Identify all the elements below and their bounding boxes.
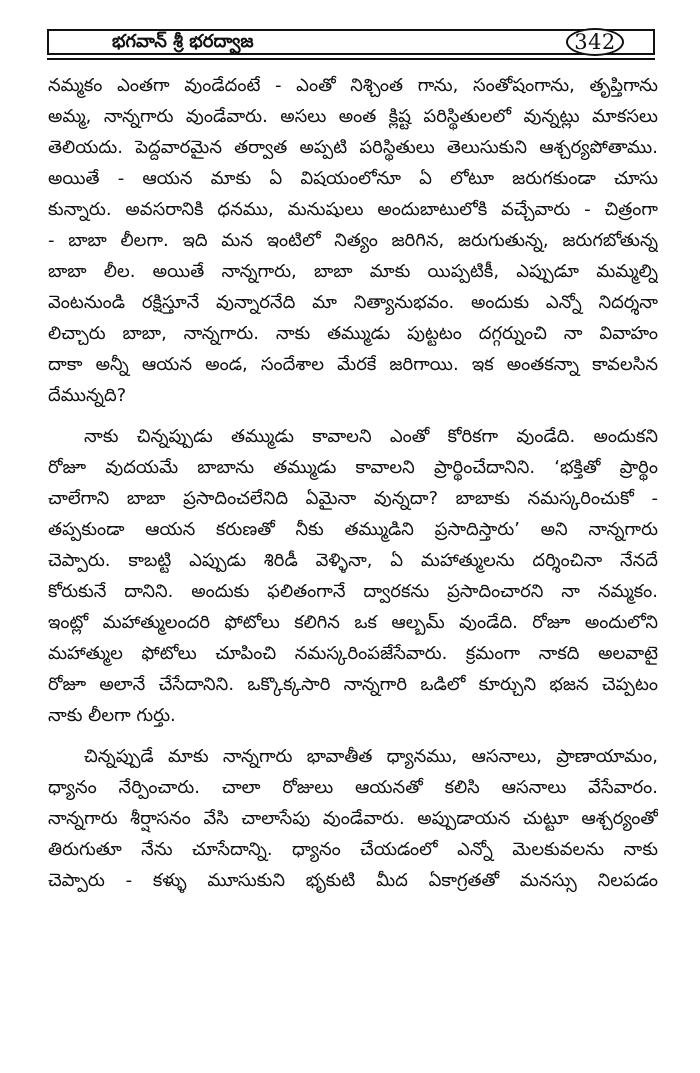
text-line: దేమున్నది? (48, 385, 127, 406)
text-line: లిచ్చారు బాబా, నాన్నగారు. నాకు తమ్ముడు పుట్టటం దగ్గర్నుంచి నా వివాహం (48, 323, 658, 344)
text-line: అయితే - ఆయన మాకు ఏ విషయంలోనూ ఏ లోటూ జరుగకుండా చూసు (48, 168, 658, 189)
page-number: 342 (574, 30, 616, 54)
text-line: చిన్నప్పుడే మాకు నాన్నగారు భావాతీత ధ్యానము, ఆసనాలు, ప్రాణాయామం, (84, 746, 658, 767)
text-line: చెప్పారు - కళ్ళు మూసుకుని భృకుటి మీద ఏకాగ్రతతో మనస్సు నిలపడం (48, 870, 658, 891)
page-body (48, 70, 658, 896)
text-line: కున్నారు. అవసరానికి ధనము, మనుషులు అందుబాటులోకి వచ్చేవారు - చిత్రంగా (48, 199, 658, 220)
text-line: నమ్మకం ఎంతగా వుండేదంటే - ఎంతో నిశ్చింత గాను, సంతోషంగాను, తృప్తిగాను (48, 75, 658, 96)
text-line: ధ్యానం నేర్పించారు. చాలా రోజులు ఆయనతో కలిసి ఆసనాలు వేసేవారం. (48, 777, 658, 798)
page-number-badge (566, 28, 624, 56)
text-line: వెంటనుండి రక్షిస్తూనే వున్నారనేది మా నిత్యానుభవం. అందుకు ఎన్నో నిదర్శనా (48, 292, 658, 313)
text-line: తప్పకుండా ఆయన కరుణతో నీకు తమ్ముడిని ప్రసాదిస్తారు’ అని నాన్నగారు (48, 519, 658, 540)
paragraph-3 (48, 741, 658, 896)
text-line: అమ్మ, నాన్నగారు వుండేవారు. అసలు అంత క్లిష్ట పరిస్థితులలో వున్నట్లు మాకసలు (48, 106, 658, 127)
text-line: తెలియదు. పెద్దవారమైన తర్వాత అప్పటి పరిస్థితులు తెలుసుకుని ఆశ్చర్యపోతాము. (48, 137, 658, 158)
text-line: బాబా లీల. అయితే నాన్నగారు, బాబా మాకు యిప్పటికీ, ఎప్పుడూ మమ్మల్ని (48, 261, 658, 282)
header-underline (47, 58, 655, 60)
text-line: రోజూ వుదయమే బాబాను తమ్ముడు కావాలని ప్రార్థించేదానిని. ‘భక్తితో ప్రార్థిం (48, 457, 658, 478)
text-line: మహాత్ముల ఫోటోలు చూపించి నమస్కరింపజేసేవారు. క్రమంగా నాకది అలవాటై (48, 643, 658, 664)
paragraph-2 (48, 421, 658, 731)
text-line: తిరుగుతూ నేను చూసేదాన్ని. ధ్యానం చేయడంలో ఎన్నో మెలకువలను నాకు (48, 839, 658, 860)
text-line: చెప్పారు. కాబట్టి ఎప్పుడు శిరిడీ వెళ్ళినా, ఏ మహాత్ములను దర్శించినా నేనదే (48, 550, 658, 571)
paragraph-1 (48, 70, 658, 411)
text-line: నాకు లీలగా గుర్తు. (48, 705, 176, 726)
text-line: ఇంట్లో మహాత్ములందరి ఫోటోలు కలిగిన ఒక ఆల్బమ్ వుండేది. రోజూ అందులోని (48, 612, 658, 633)
text-line: రోజూ అలానే చేసేదానిని. ఒక్కొక్కసారి నాన్నగారి ఒడిలో కూర్చుని భజన చెప్పటం (48, 674, 658, 695)
running-title: భగవాన్ శ్రీ భరద్వాజ (112, 31, 254, 52)
text-line: - బాబా లీలగా. ఇది మన ఇంటిలో నిత్యం జరిగిన, జరుగుతున్న, జరుగబోతున్న (48, 230, 658, 251)
text-line: దాకా అన్నీ ఆయన అండ, సందేశాల మేరకే జరిగాయి. ఇక అంతకన్నా కావలసిన (48, 354, 658, 375)
text-line: చాలేగాని బాబా ప్రసాదించలేనిది ఏమైనా వున్నదా? బాబాకు నమస్కరించుకో - (48, 488, 658, 509)
text-line: నాకు చిన్నప్పుడు తమ్ముడు కావాలని ఎంతో కోరికగా వుండేది. అందుకని (84, 426, 658, 447)
text-line: నాన్నగారు శీర్షాసనం వేసి చాలాసేపు వుండేవారు. అప్పుడాయన చుట్టూ ఆశ్చర్యంతో (48, 808, 658, 829)
text-line: కోరుకునే దానిని. అందుకు ఫలితంగానే ద్వారకను ప్రసాదించారని నా నమ్మకం. (48, 581, 658, 602)
